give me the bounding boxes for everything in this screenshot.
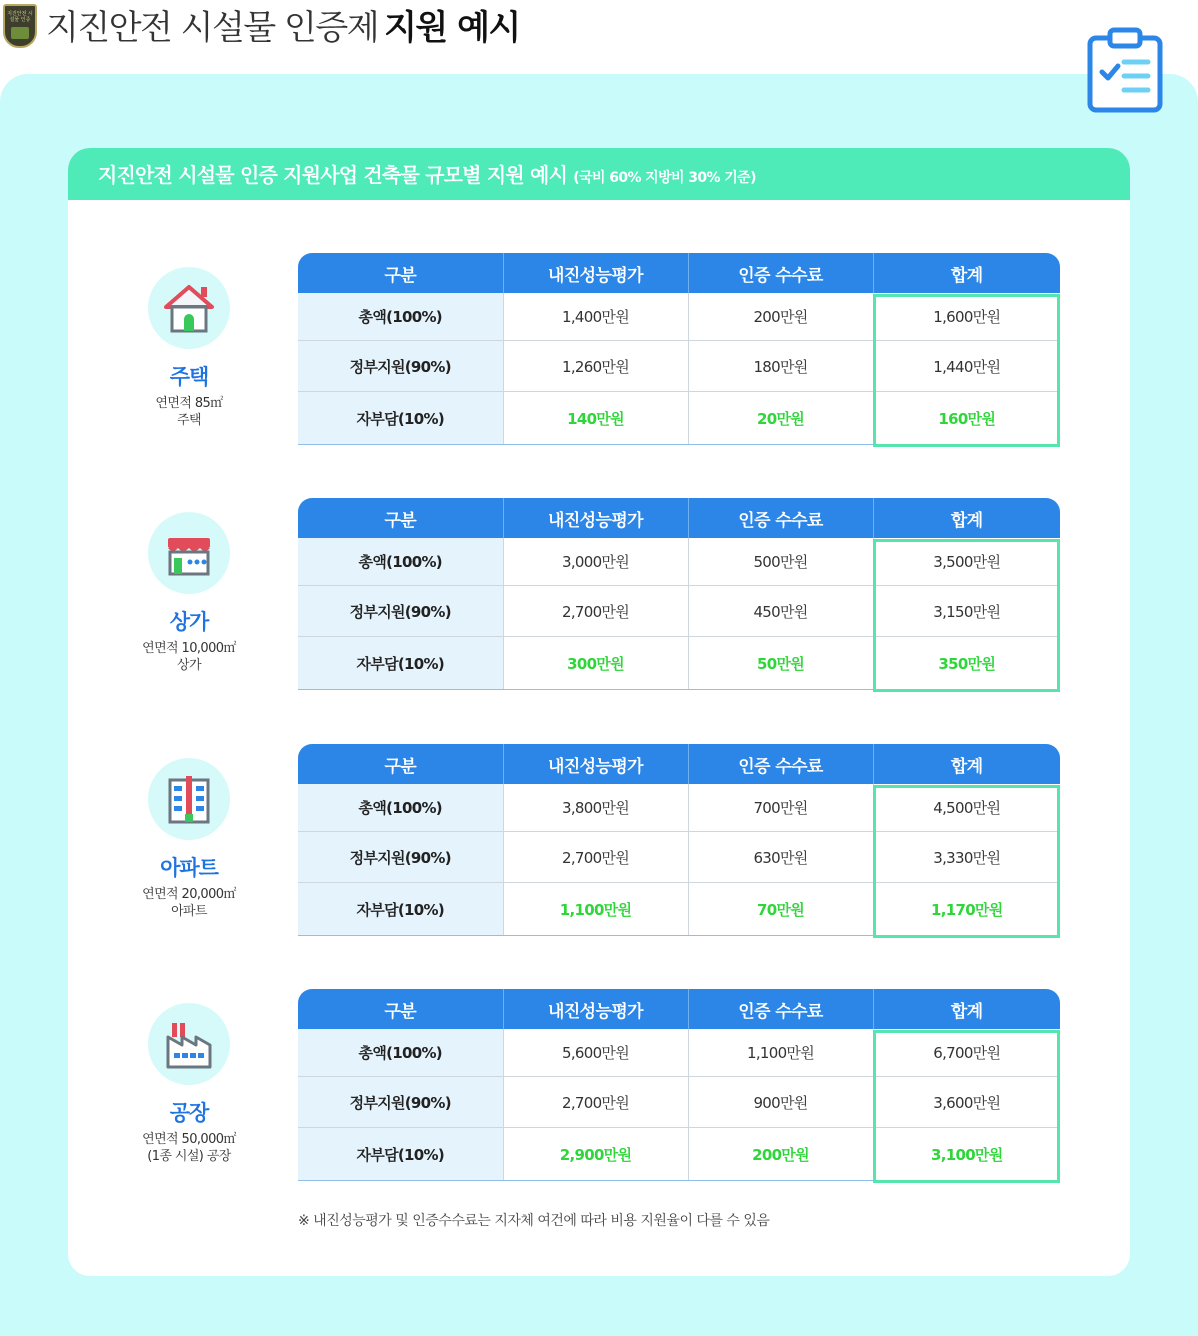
- column-header: 내진성능평가: [503, 744, 688, 784]
- fee-cost: 180만원: [688, 341, 873, 392]
- fee-cost: 630만원: [688, 832, 873, 883]
- eval-cost: 1,100만원: [503, 883, 688, 936]
- fee-cost: 500만원: [688, 538, 873, 586]
- row-label: 총액(100%): [298, 293, 503, 341]
- column-header: 내진성능평가: [503, 989, 688, 1029]
- table-row: [298, 392, 1060, 445]
- table-row: [298, 784, 1060, 832]
- support-example-card: [68, 148, 1130, 1276]
- column-header: 합계: [873, 498, 1060, 538]
- eval-cost: 1,400만원: [503, 293, 688, 341]
- column-header: 인증 수수료: [688, 498, 873, 538]
- eval-cost: 300만원: [503, 637, 688, 690]
- building-name: 주택: [169, 365, 209, 389]
- table-row: [298, 1029, 1060, 1077]
- logo-text: 지진안전 시설물 인증: [7, 11, 33, 23]
- row-label: 자부담(10%): [298, 883, 503, 936]
- row-label: 정부지원(90%): [298, 1077, 503, 1128]
- support-table: [298, 744, 1060, 936]
- column-header: 인증 수수료: [688, 744, 873, 784]
- row-label: 총액(100%): [298, 1029, 503, 1077]
- row-label: 정부지원(90%): [298, 832, 503, 883]
- card-heading: [68, 148, 1130, 200]
- row-label: 정부지원(90%): [298, 341, 503, 392]
- eval-cost: 140만원: [503, 392, 688, 445]
- fee-cost: 200만원: [688, 1128, 873, 1181]
- building-desc: 연면적 20,000㎡ 아파트: [142, 887, 236, 919]
- certification-logo: [3, 4, 37, 48]
- total-cost: 4,500만원: [873, 784, 1060, 832]
- total-cost: 160만원: [873, 392, 1060, 445]
- column-header: 합계: [873, 989, 1060, 1029]
- fee-cost: 70만원: [688, 883, 873, 936]
- fee-cost: 700만원: [688, 784, 873, 832]
- total-cost: 3,600만원: [873, 1077, 1060, 1128]
- table-row: [298, 538, 1060, 586]
- column-header: 인증 수수료: [688, 253, 873, 293]
- total-cost: 1,440만원: [873, 341, 1060, 392]
- clipboard-check-icon: [1086, 26, 1164, 114]
- building-desc: 연면적 85㎡ 주택: [155, 396, 223, 428]
- page-header: [0, 0, 1198, 72]
- column-header: 구분: [298, 989, 503, 1029]
- store-icon: [148, 512, 230, 594]
- factory-icon: [148, 1003, 230, 1085]
- table-row: [298, 883, 1060, 936]
- row-label: 자부담(10%): [298, 1128, 503, 1181]
- total-cost: 350만원: [873, 637, 1060, 690]
- total-cost: 1,600만원: [873, 293, 1060, 341]
- card-heading-main: 지진안전 시설물 인증 지원사업 건축물 규모별 지원 예시: [98, 163, 568, 187]
- column-header: 구분: [298, 744, 503, 784]
- total-cost: 3,100만원: [873, 1128, 1060, 1181]
- column-header: 합계: [873, 744, 1060, 784]
- fee-cost: 900만원: [688, 1077, 873, 1128]
- page-title-bold: 지원 예시: [384, 8, 520, 48]
- column-header: 구분: [298, 498, 503, 538]
- apartment-icon: [148, 758, 230, 840]
- eval-cost: 2,900만원: [503, 1128, 688, 1181]
- table-row: [298, 1128, 1060, 1181]
- eval-cost: 1,260만원: [503, 341, 688, 392]
- building-name: 상가: [169, 610, 209, 634]
- fee-cost: 450만원: [688, 586, 873, 637]
- table-row: [298, 832, 1060, 883]
- total-cost: 3,330만원: [873, 832, 1060, 883]
- card-heading-sub: (국비 60% 지방비 30% 기준): [573, 170, 756, 186]
- support-table: [298, 989, 1060, 1181]
- fee-cost: 1,100만원: [688, 1029, 873, 1077]
- table-row: [298, 1077, 1060, 1128]
- section-store: [68, 498, 1130, 694]
- page-title: [46, 6, 520, 50]
- eval-cost: 3,800만원: [503, 784, 688, 832]
- total-cost: 6,700만원: [873, 1029, 1060, 1077]
- column-header: 내진성능평가: [503, 498, 688, 538]
- fee-cost: 20만원: [688, 392, 873, 445]
- table-row: [298, 637, 1060, 690]
- eval-cost: 3,000만원: [503, 538, 688, 586]
- section-apartment: [68, 744, 1130, 940]
- total-cost: 1,170만원: [873, 883, 1060, 936]
- row-label: 총액(100%): [298, 538, 503, 586]
- fee-cost: 50만원: [688, 637, 873, 690]
- total-cost: 3,500만원: [873, 538, 1060, 586]
- table-row: [298, 341, 1060, 392]
- row-label: 정부지원(90%): [298, 586, 503, 637]
- row-label: 자부담(10%): [298, 392, 503, 445]
- section-factory: [68, 989, 1130, 1185]
- eval-cost: 2,700만원: [503, 1077, 688, 1128]
- section-house: [68, 253, 1130, 449]
- table-row: [298, 293, 1060, 341]
- eval-cost: 2,700만원: [503, 586, 688, 637]
- eval-cost: 2,700만원: [503, 832, 688, 883]
- building-name: 공장: [169, 1101, 209, 1125]
- row-label: 자부담(10%): [298, 637, 503, 690]
- column-header: 인증 수수료: [688, 989, 873, 1029]
- house-icon: [148, 267, 230, 349]
- column-header: 구분: [298, 253, 503, 293]
- building-name: 아파트: [160, 856, 218, 880]
- column-header: 합계: [873, 253, 1060, 293]
- support-table: [298, 253, 1060, 445]
- support-table: [298, 498, 1060, 690]
- building-desc: 연면적 50,000㎡ (1종 시설) 공장: [142, 1132, 236, 1164]
- table-row: [298, 586, 1060, 637]
- eval-cost: 5,600만원: [503, 1029, 688, 1077]
- column-header: 내진성능평가: [503, 253, 688, 293]
- total-cost: 3,150만원: [873, 586, 1060, 637]
- footnote: ※ 내진성능평가 및 인증수수료는 지자체 여건에 따라 비용 지원율이 다를 수 있음: [298, 1213, 770, 1229]
- row-label: 총액(100%): [298, 784, 503, 832]
- fee-cost: 200만원: [688, 293, 873, 341]
- building-desc: 연면적 10,000㎡ 상가: [142, 641, 236, 673]
- page-title-normal: 지진안전 시설물 인증제: [46, 8, 379, 48]
